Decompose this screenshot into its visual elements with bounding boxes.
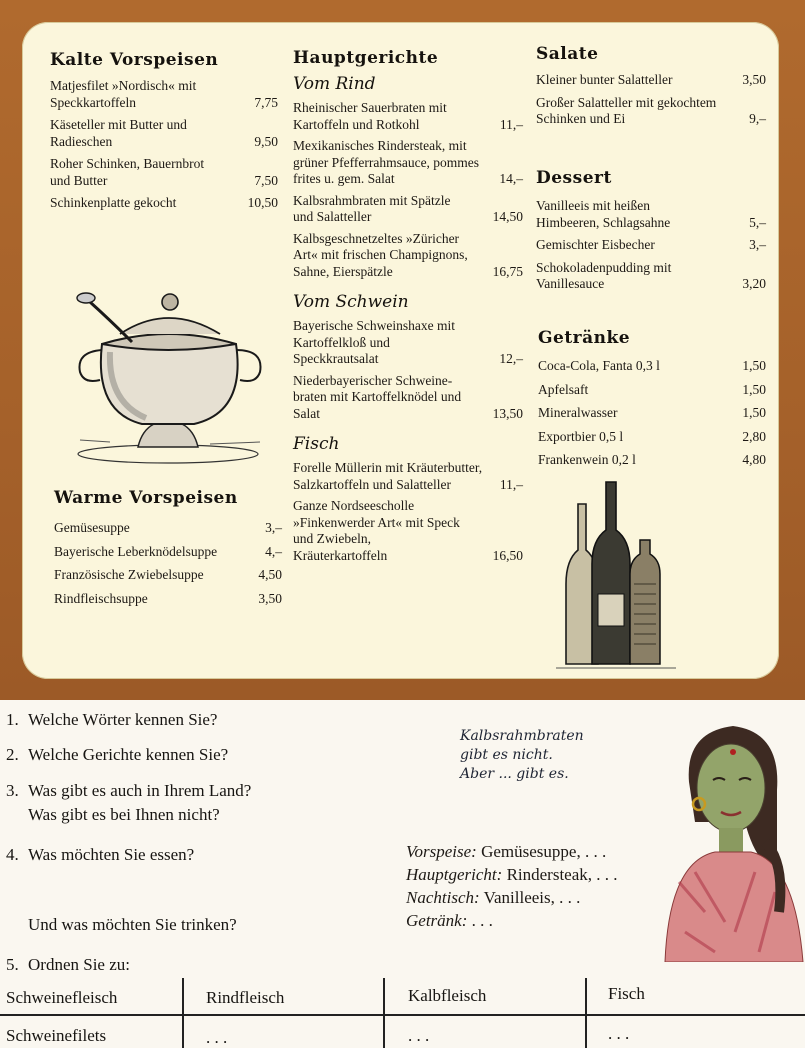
menu-item [293, 460, 523, 493]
table-divider [383, 978, 385, 1048]
item-name: Französische Zwiebelsuppe [54, 567, 204, 582]
item-price: 3,20 [742, 276, 766, 291]
menu-item [293, 318, 523, 368]
note-line: gibt es nicht. [460, 747, 553, 763]
section-title: Salate [536, 44, 599, 64]
item-price: 12,– [499, 351, 523, 366]
question-number: 4. [6, 845, 19, 864]
table-cell: . . . [608, 1024, 630, 1043]
subsection-title: Vom Rind [293, 74, 376, 94]
menu-item [536, 260, 766, 293]
menu-item [536, 198, 766, 231]
item-price: 2,80 [742, 428, 766, 444]
question-3-line2 [28, 805, 220, 825]
note-line: Kalbsrahmbraten [460, 728, 584, 744]
woman-illustration [655, 712, 805, 962]
question-text: Und was möchten Sie trinken? [28, 915, 237, 934]
item-name: Vanilleeis mit heißen Himbeeren, Schlagsahne [536, 198, 671, 230]
item-name: Gemischter Eisbecher [536, 237, 655, 252]
question-number: 3. [6, 781, 19, 800]
item-price: 7,75 [254, 94, 278, 110]
menu-item [538, 382, 766, 399]
answer-label: Getränk: [406, 911, 468, 930]
item-name: Kalbsrahmbraten mit Spätzle und Salatteller [293, 192, 451, 224]
answer-label: Hauptgericht: [406, 865, 503, 884]
table-header: Kalbfleisch [408, 986, 487, 1005]
table-divider [0, 1014, 805, 1016]
item-name: Niederbayerischer Schweine-braten mit Kartoffelknödel und Salat [293, 372, 462, 421]
item-price: 11,– [499, 116, 523, 132]
item-name: Forelle Müllerin mit Kräuterbutter, Salzkartoffeln und Salatteller [293, 460, 483, 492]
item-name: Rindfleischsuppe [54, 590, 148, 606]
menu-item [54, 567, 282, 584]
question-text: Ordnen Sie zu: [28, 955, 130, 974]
item-price: 3,50 [742, 72, 766, 87]
question-number: 5. [6, 955, 19, 974]
question-text: Was gibt es bei Ihnen nicht? [28, 805, 220, 824]
answer-nachtisch [406, 886, 618, 909]
item-price: 3,50 [258, 590, 282, 606]
menu-item [293, 193, 523, 226]
answer-vorspeise [406, 840, 618, 863]
item-name: Coca-Cola, Fanta 0,3 l [538, 358, 660, 373]
item-name: Roher Schinken, Bauernbrot und Butter [50, 156, 205, 188]
menu-item [536, 72, 766, 89]
question-2 [6, 745, 228, 765]
getraenke-section [538, 328, 766, 469]
item-price: 4,– [265, 543, 282, 559]
question-number: 2. [6, 745, 19, 764]
salate-section [536, 44, 766, 128]
item-name: Schokoladenpudding mit Vanillesauce [536, 259, 672, 291]
menu-item [538, 358, 766, 375]
item-name: Exportbier 0,5 l [538, 428, 624, 444]
item-name: Schinkenplatte gekocht [50, 195, 177, 210]
menu-item [293, 373, 523, 423]
speech-note [460, 727, 584, 784]
item-price: 4,80 [742, 452, 766, 467]
section-title: Hauptgerichte [293, 48, 439, 68]
answer-hauptgericht [406, 863, 618, 886]
table-divider [585, 978, 587, 1048]
menu-item [50, 117, 278, 150]
menu-item [54, 520, 282, 537]
item-price: 3,– [749, 237, 766, 252]
menu-item [50, 195, 278, 212]
menu-item [293, 498, 523, 564]
item-name: Matjesfilet »Nordisch« mit Speckkartoffeln [50, 78, 197, 110]
item-name: Kalbsgeschnetzeltes »Züricher Art« mit frischen Champignons, Sahne, Eierspätzle [293, 230, 468, 279]
hauptgerichte-section [293, 48, 523, 564]
menu-item [538, 429, 766, 446]
item-price: 9,50 [254, 133, 278, 149]
item-price: 11,– [499, 476, 523, 492]
question-text: Was gibt es auch in Ihrem Land? [28, 781, 252, 800]
answer-label: Nachtisch: [406, 888, 480, 907]
question-1 [6, 710, 217, 730]
table-cell: Schweinefilets [6, 1026, 107, 1045]
question-text: Was möchten Sie essen? [28, 845, 195, 864]
menu-item [536, 237, 766, 254]
answer-value: Rindersteak, . . . [506, 865, 618, 884]
question-4 [6, 845, 194, 865]
menu-item [54, 544, 282, 561]
answer-label: Vorspeise: [406, 842, 477, 861]
answer-examples [406, 840, 618, 932]
item-price: 10,50 [247, 195, 278, 210]
sorting-table [0, 978, 805, 1048]
warme-vorspeisen-section [54, 488, 282, 607]
question-text: Welche Gerichte kennen Sie? [28, 745, 229, 764]
item-price: 16,75 [492, 263, 523, 279]
table-header: Rindfleisch [206, 988, 285, 1007]
menu-item [293, 100, 523, 133]
answer-getraenk [406, 909, 618, 932]
item-name: Kleiner bunter Salatteller [536, 72, 673, 87]
question-5 [6, 955, 130, 975]
item-price: 13,50 [492, 405, 523, 421]
item-name: Bayerische Leberknödelsuppe [54, 543, 218, 559]
item-price: 1,50 [742, 381, 766, 397]
question-4-drink [28, 915, 237, 935]
subsection-title: Vom Schwein [293, 292, 409, 312]
item-name: Frankenwein 0,2 l [538, 452, 636, 467]
subsection-title: Fisch [293, 434, 340, 454]
item-price: 14,50 [492, 209, 523, 224]
question-number: 1. [6, 710, 19, 729]
item-price: 9,– [749, 111, 766, 126]
dessert-section [536, 168, 766, 293]
item-name: Käseteller mit Butter und Radieschen [50, 117, 187, 149]
menu-item [538, 405, 766, 422]
item-name: Mexikanisches Rindersteak, mit grüner Pfefferrahmsauce, pommes frites u. gem. Salat [293, 138, 480, 186]
section-title: Getränke [538, 328, 631, 348]
item-price: 14,– [499, 171, 523, 186]
menu-item [538, 452, 766, 469]
answer-value: Vanilleeis, . . . [483, 888, 581, 907]
question-text: Welche Wörter kennen Sie? [28, 710, 218, 729]
answer-value: . . . [471, 911, 493, 930]
note-line: Aber ... gibt es. [460, 766, 569, 782]
item-name: Großer Salatteller mit gekochtem Schinken und Ei [536, 94, 717, 126]
table-cell: . . . [408, 1026, 430, 1045]
menu-item [50, 78, 278, 111]
item-name: Bayerische Schweinshaxe mit Kartoffelkloß und Speckkrautsalat [293, 318, 455, 366]
menu-item [536, 95, 766, 128]
item-price: 7,50 [254, 172, 278, 188]
item-name: Ganze Nordseescholle »Finkenwerder Art« mit Speck und Zwiebeln, Kräuterkartoffeln [293, 498, 460, 563]
menu-card [22, 22, 779, 679]
item-price: 3,– [265, 520, 282, 535]
menu-item [54, 591, 282, 608]
table-cell: . . . [206, 1028, 228, 1047]
item-price: 4,50 [258, 567, 282, 582]
section-title: Kalte Vorspeisen [50, 50, 219, 70]
item-price: 1,50 [742, 358, 766, 373]
item-price: 16,50 [492, 547, 523, 563]
item-name: Mineralwasser [538, 405, 618, 420]
bottles-illustration [552, 474, 682, 674]
table-header: Schweinefleisch [6, 988, 118, 1007]
menu-item [50, 156, 278, 189]
item-price: 1,50 [742, 405, 766, 420]
section-title: Dessert [536, 168, 612, 188]
item-name: Apfelsaft [538, 381, 589, 397]
soup-tureen-illustration [50, 272, 280, 472]
answer-value: Gemüsesuppe, . . . [481, 842, 607, 861]
item-name: Gemüsesuppe [54, 520, 130, 535]
table-header: Fisch [608, 984, 645, 1003]
question-3 [6, 781, 251, 801]
item-name: Rheinischer Sauerbraten mit Kartoffeln und Rotkohl [293, 100, 447, 132]
kalte-vorspeisen-section [50, 50, 278, 212]
item-price: 5,– [749, 214, 766, 230]
section-title: Warme Vorspeisen [54, 488, 238, 508]
menu-item [293, 231, 523, 281]
menu-item [293, 138, 523, 188]
table-divider [182, 978, 184, 1048]
